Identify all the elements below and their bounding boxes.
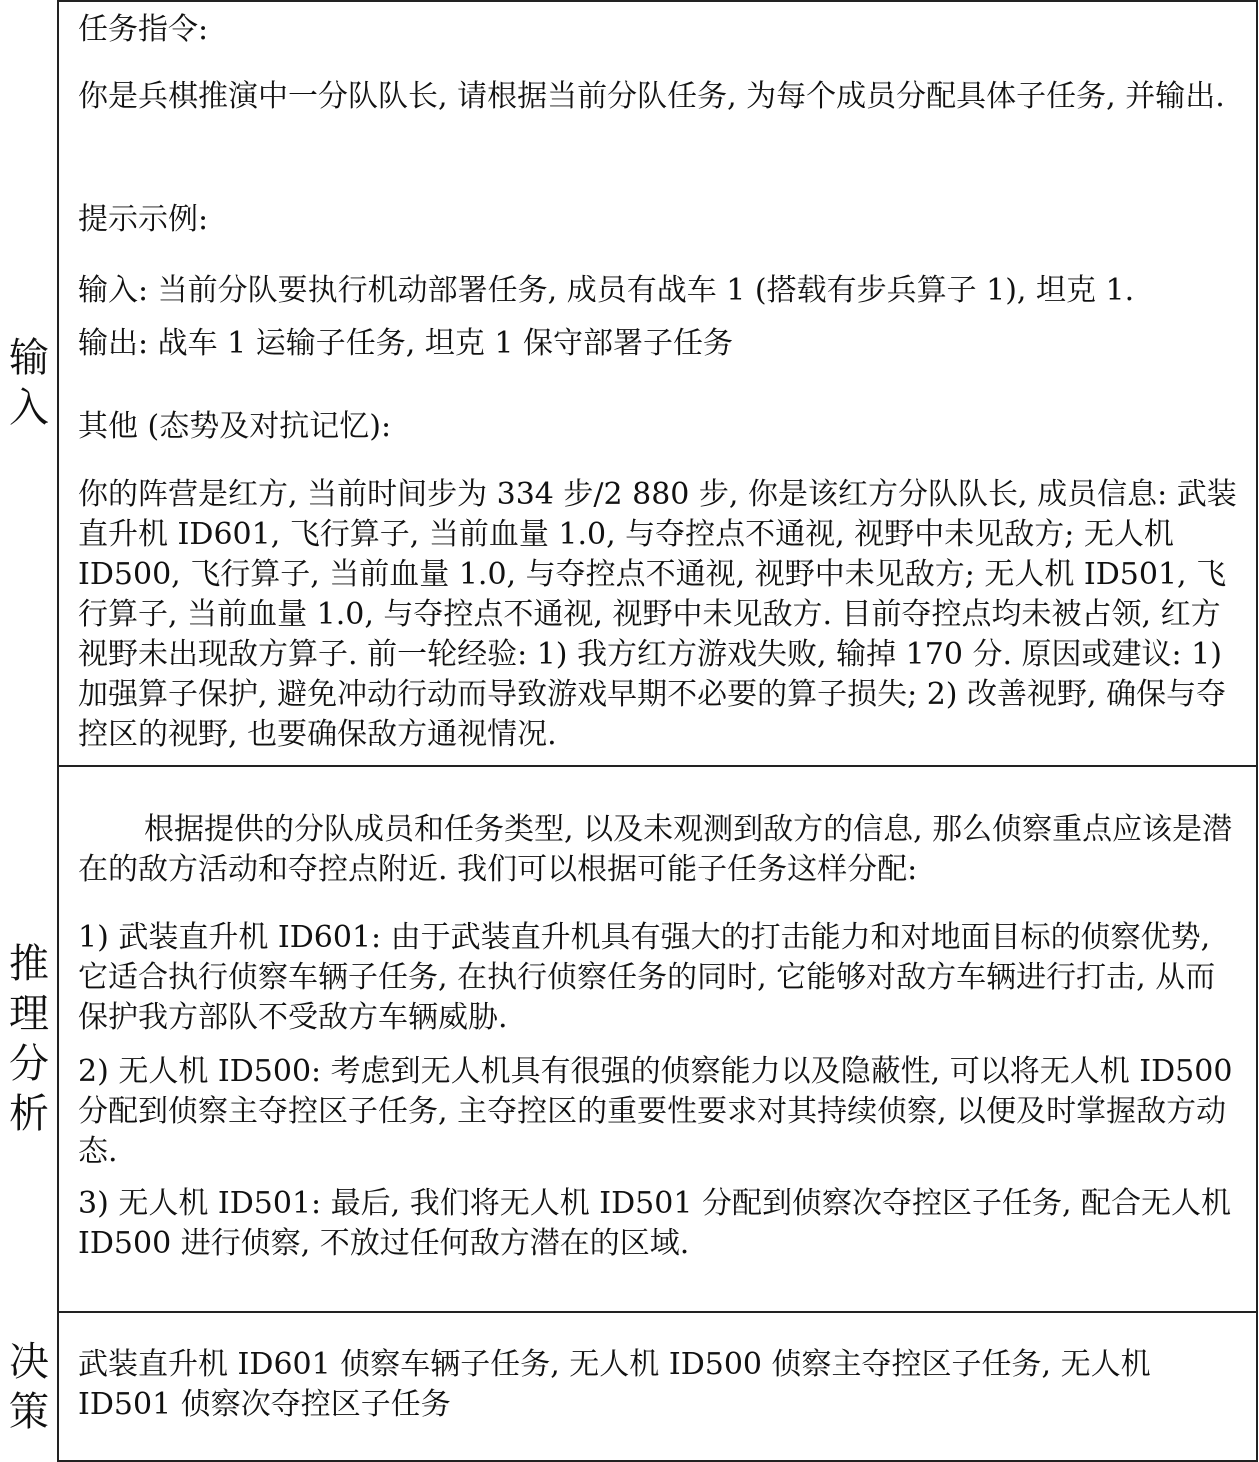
input-content (78, 0, 1245, 766)
reasoning-item-1: 1) 武装直升机 ID601: 由于武装直升机具有强大的打击能力和对地面目标的侦察优势, 它适合执行侦察车辆子任务, 在执行侦察任务的同时, 它能够对敌方车辆进行打击, 从而保护我方部队不受敌方车辆威胁. (78, 920, 1216, 1035)
example-heading: 提示示例: (78, 202, 209, 237)
reasoning-label: 推理分析 (9, 941, 49, 1137)
reasoning-item-3: 3) 无人机 ID501: 最后, 我们将无人机 ID501 分配到侦察次夺控区子任务, 配合无人机 ID500 进行侦察, 不放过任何敌方潜在的区域. (78, 1186, 1232, 1261)
input-label: 输入 (9, 335, 49, 431)
reasoning-intro: 根据提供的分队成员和任务类型, 以及未观测到敌方的信息, 那么侦察重点应该是潜在的敌方活动和夺控点附近. 我们可以根据可能子任务这样分配: (78, 812, 1233, 887)
decision-label-cell (0, 1312, 58, 1462)
decision-row (0, 1312, 1259, 1462)
task-text: 你是兵棋推演中一分队队长, 请根据当前分队任务, 为每个成员分配具体子任务, 并输出. (78, 79, 1225, 114)
decision-label: 决策 (9, 1339, 49, 1435)
decision-content (78, 1312, 1245, 1462)
reasoning-row (0, 766, 1259, 1312)
other-text: 你的阵营是红方, 当前时间步为 334 步/2 880 步, 你是该红方分队队长, 成员信息: 武装直升机 ID601, 飞行算子, 当前血量 1.0, 与夺控点不通视, 视野中未见敌方; 无人机 ID500, 飞行算子, 当前血量 1.0, 与夺控点不通视, 视野中未见敌方; 无人机 ID501, 飞行算子, 当前血量 1.0, 与夺控点不通视, 视野中未见敌方. 目前夺控点均未被占领, 红方视野未出现敌方算子. 前一轮经验: 1) 我方红方游戏失败, 输掉 170 分. 原因或建议: 1) 加强算子保护, 避免冲动行动而导致游戏早期不必要的算子损失; 2) 改善视野, 确保与夺控区的视野, 也要确保敌方通视情况. (78, 477, 1237, 752)
decision-text: 武装直升机 ID601 侦察车辆子任务, 无人机 ID500 侦察主夺控区子任务, 无人机 ID501 侦察次夺控区子任务 (78, 1347, 1151, 1422)
input-label-cell (0, 0, 58, 766)
reasoning-content (78, 766, 1245, 1312)
example-output: 输出: 战车 1 运输子任务, 坦克 1 保守部署子任务 (78, 326, 734, 361)
example-input: 输入: 当前分队要执行机动部署任务, 成员有战车 1 (搭载有步兵算子 1), 坦克 1. (78, 273, 1135, 308)
other-heading: 其他 (态势及对抗记忆): (78, 409, 392, 444)
reasoning-item-2: 2) 无人机 ID500: 考虑到无人机具有很强的侦察能力以及隐蔽性, 可以将无人机 ID500 分配到侦察主夺控区子任务, 主夺控区的重要性要求对其持续侦察, 以便及时掌握敌方动态. (78, 1054, 1233, 1169)
reasoning-label-cell (0, 766, 58, 1312)
task-heading: 任务指令: (78, 12, 209, 47)
